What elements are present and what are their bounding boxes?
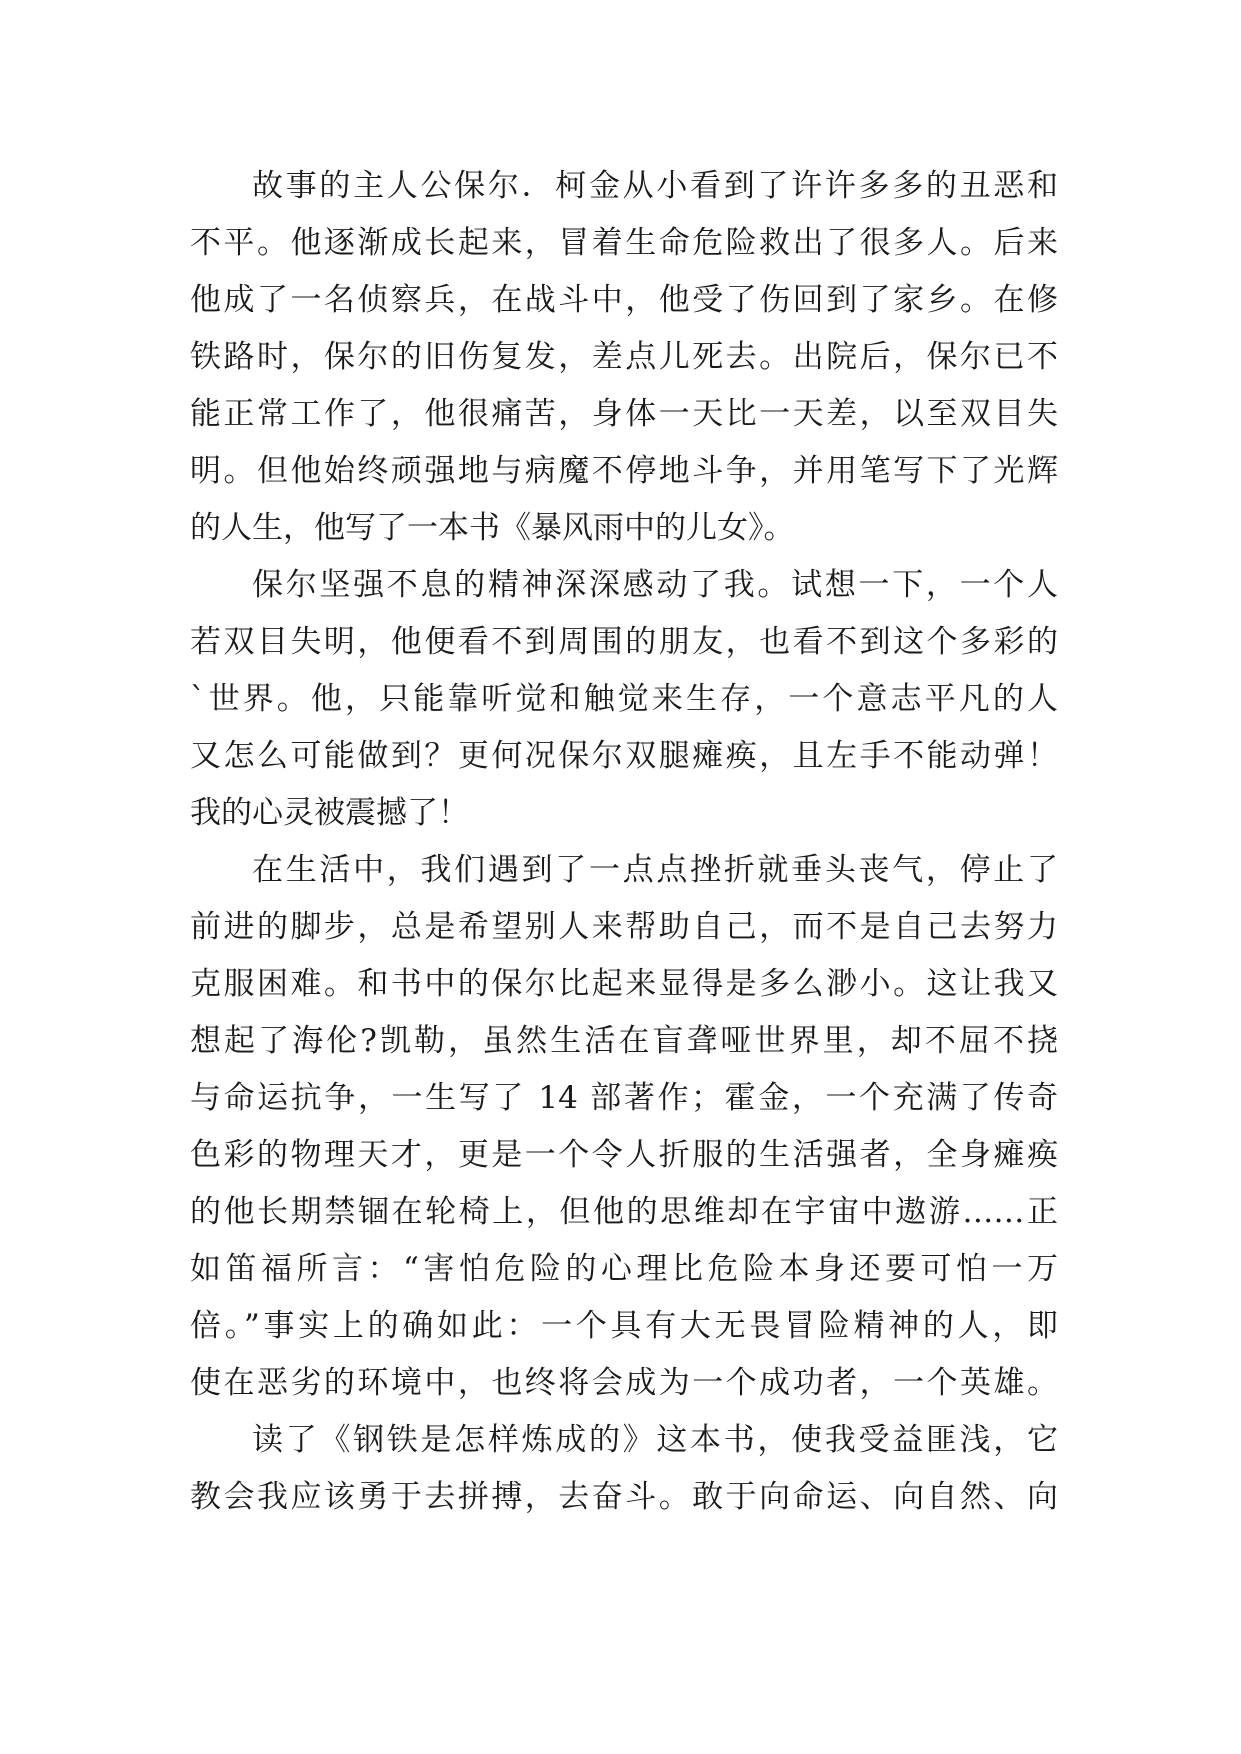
paragraph-2-line-4: 又怎么可能做到？更何况保尔双腿瘫痪，且左手不能动弹！	[190, 738, 1058, 774]
paragraph-3-line-3: 克服困难。和书中的保尔比起来显得是多么渺小。这让我又	[190, 966, 1058, 1002]
paragraph-3-line-1: 在生活中，我们遇到了一点点挫折就垂头丧气，停止了	[252, 852, 1058, 888]
paragraph-1-line-3: 他成了一名侦察兵，在战斗中，他受了伤回到了家乡。在修	[190, 282, 1058, 318]
body-text	[190, 158, 1058, 1526]
paragraph-1-line-6: 明。但他始终顽强地与病魔不停地斗争，并用笔写下了光辉	[190, 453, 1058, 489]
paragraph-4-line-1: 读了《钢铁是怎样炼成的》这本书，使我受益匪浅，它	[252, 1422, 1058, 1458]
paragraph-3-line-8: 如笛福所言：“害怕危险的心理比危险本身还要可怕一万	[190, 1251, 1058, 1287]
paragraph-3-line-2: 前进的脚步，总是希望别人来帮助自己，而不是自己去努力	[190, 909, 1058, 945]
paragraph-2-line-3: `世界。他，只能靠听觉和触觉来生存，一个意志平凡的人	[190, 681, 1058, 717]
paragraph-2-line-1: 保尔坚强不息的精神深深感动了我。试想一下，一个人	[252, 567, 1058, 603]
paragraph-1-line-7: 的人生，他写了一本书《暴风雨中的儿女》。	[190, 510, 795, 546]
paragraph-3-line-7: 的他长期禁锢在轮椅上，但他的思维却在宇宙中遨游……正	[190, 1194, 1058, 1230]
paragraph-1-line-1: 故事的主人公保尔．柯金从小看到了许许多多的丑恶和	[252, 168, 1058, 204]
paragraph-2-line-2: 若双目失明，他便看不到周围的朋友，也看不到这个多彩的	[190, 624, 1058, 660]
paragraph-3-line-5: 与命运抗争，一生写了 14 部著作；霍金，一个充满了传奇	[190, 1080, 1058, 1116]
paragraph-4-line-2: 教会我应该勇于去拼搏，去奋斗。敢于向命运、向自然、向	[190, 1479, 1058, 1515]
paragraph-3-line-6: 色彩的物理天才，更是一个令人折服的生活强者，全身瘫痪	[190, 1137, 1058, 1173]
paragraph-3-line-4: 想起了海伦?凯勒，虽然生活在盲聋哑世界里，却不屈不挠	[190, 1023, 1058, 1059]
paragraph-2-line-5: 我的心灵被震撼了！	[190, 795, 469, 831]
paragraph-1-line-4: 铁路时，保尔的旧伤复发，差点儿死去。出院后，保尔已不	[190, 339, 1058, 375]
paragraph-3-line-9: 倍。”事实上的确如此：一个具有大无畏冒险精神的人，即	[190, 1308, 1058, 1344]
paragraph-1-line-5: 能正常工作了，他很痛苦，身体一天比一天差，以至双目失	[190, 396, 1058, 432]
paragraph-1-line-2: 不平。他逐渐成长起来，冒着生命危险救出了很多人。后来	[190, 225, 1058, 261]
paragraph-3-line-10: 使在恶劣的环境中，也终将会成为一个成功者，一个英雄。	[190, 1365, 1058, 1401]
